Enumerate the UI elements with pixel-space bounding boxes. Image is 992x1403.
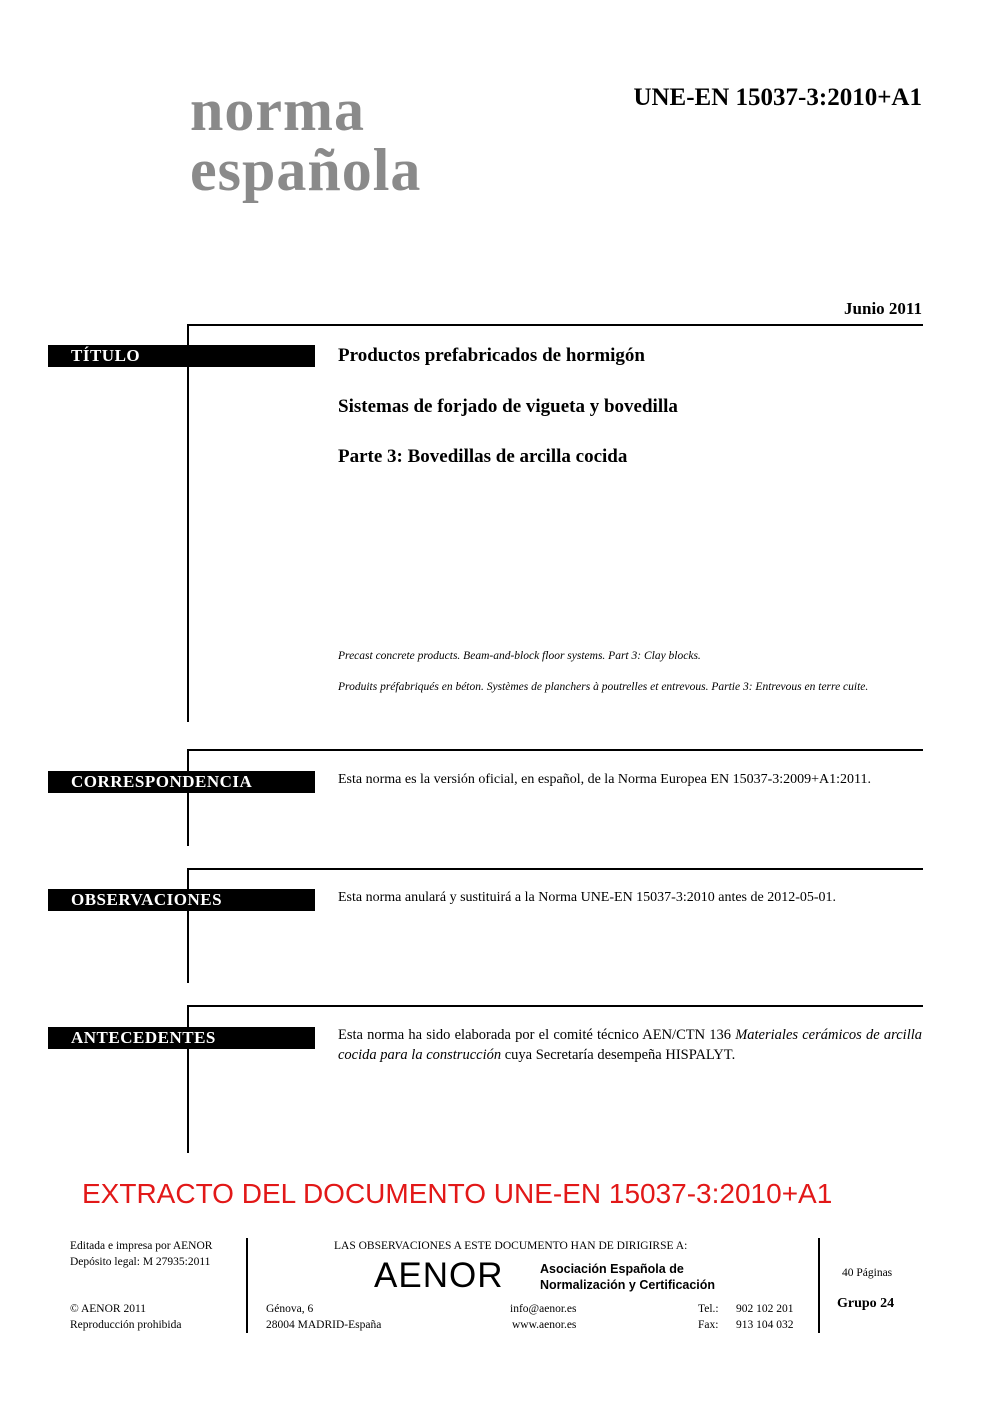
title-line-1: Productos prefabricados de hormigón xyxy=(338,345,645,366)
english-title: Precast concrete products. Beam-and-block floor systems. Part 3: Clay blocks. xyxy=(338,650,701,662)
publication-date: Junio 2011 xyxy=(844,299,922,318)
footer-divider-left xyxy=(246,1238,248,1333)
address-street: Génova, 6 xyxy=(266,1303,314,1315)
tel-number: 902 102 201 xyxy=(736,1303,794,1315)
extract-notice: EXTRACTO DEL DOCUMENTO UNE-EN 15037-3:2010+A1 xyxy=(82,1178,833,1209)
committee-name: Materiales cerámicos de arcilla cocida para la construcción xyxy=(338,1027,922,1063)
price-group: Grupo 24 xyxy=(837,1296,895,1311)
observaciones-text: Esta norma anulará y sustituirá a la Norma UNE-EN 15037-3:2010 antes de 2012-05-01. xyxy=(338,890,837,905)
copyright: © AENOR 2011 xyxy=(70,1303,147,1315)
antecedentes-text-end: cuya Secretaría desempeña HISPALYT. xyxy=(501,1047,736,1063)
section-rule-antecedentes xyxy=(188,1005,923,1007)
title-line-3: Parte 3: Bovedillas de arcilla cocida xyxy=(338,446,628,467)
label-correspondencia: CORRESPONDENCIA xyxy=(48,771,315,793)
aenor-logo-text: AENOR xyxy=(374,1256,504,1295)
label-antecedentes: ANTECEDENTES xyxy=(48,1027,315,1049)
deposito-legal: Depósito legal: M 27935:2011 xyxy=(70,1256,211,1268)
fax-number: 913 104 032 xyxy=(736,1319,794,1331)
section-rule-observaciones xyxy=(188,868,923,870)
section-bar-titulo xyxy=(187,324,189,722)
title-line-2: Sistemas de forjado de vigueta y bovedilla xyxy=(338,396,678,417)
fax-label: Fax: xyxy=(698,1319,719,1331)
page-count: 40 Páginas xyxy=(842,1267,893,1279)
reproduction-notice: Reproducción prohibida xyxy=(70,1319,182,1331)
label-observaciones: OBSERVACIONES xyxy=(48,889,315,911)
standard-code: UNE-EN 15037-3:2010+A1 xyxy=(633,84,922,111)
label-titulo: TÍTULO xyxy=(48,345,315,367)
brand-espanola: española xyxy=(190,137,422,203)
tel-label: Tel.: xyxy=(698,1303,719,1315)
section-bar-correspondencia xyxy=(187,749,189,846)
correspondencia-text: Esta norma es la versión oficial, en español, de la Norma Europea EN 15037-3:2009+A1:2011. xyxy=(338,772,872,787)
edited-by: Editada e impresa por AENOR xyxy=(70,1240,213,1252)
email-link[interactable]: info@aenor.es xyxy=(510,1303,577,1315)
section-rule-titulo xyxy=(188,324,923,326)
address-city: 28004 MADRID-España xyxy=(266,1319,382,1331)
section-rule-correspondencia xyxy=(188,749,923,751)
footer-divider-right xyxy=(818,1238,820,1333)
aenor-fullname xyxy=(540,1261,715,1293)
website-link[interactable]: www.aenor.es xyxy=(512,1319,577,1331)
aenor-fullname-line1: Asociación Española de xyxy=(540,1262,684,1276)
aenor-fullname-line2: Normalización y Certificación xyxy=(540,1278,716,1292)
antecedentes-text-start: Esta norma ha sido elaborada por el comité técnico AEN/CTN 136 xyxy=(338,1027,736,1043)
brand-norma: norma xyxy=(190,77,365,143)
section-bar-observaciones xyxy=(187,868,189,983)
observaciones-address-heading: LAS OBSERVACIONES A ESTE DOCUMENTO HAN DE DIRIGIRSE A: xyxy=(334,1240,688,1252)
antecedentes-text xyxy=(338,1025,922,1065)
french-title: Produits préfabriqués en béton. Systèmes de planchers à poutrelles et entrevous. Partie 3: Entrevous en terre cuite. xyxy=(338,681,869,693)
